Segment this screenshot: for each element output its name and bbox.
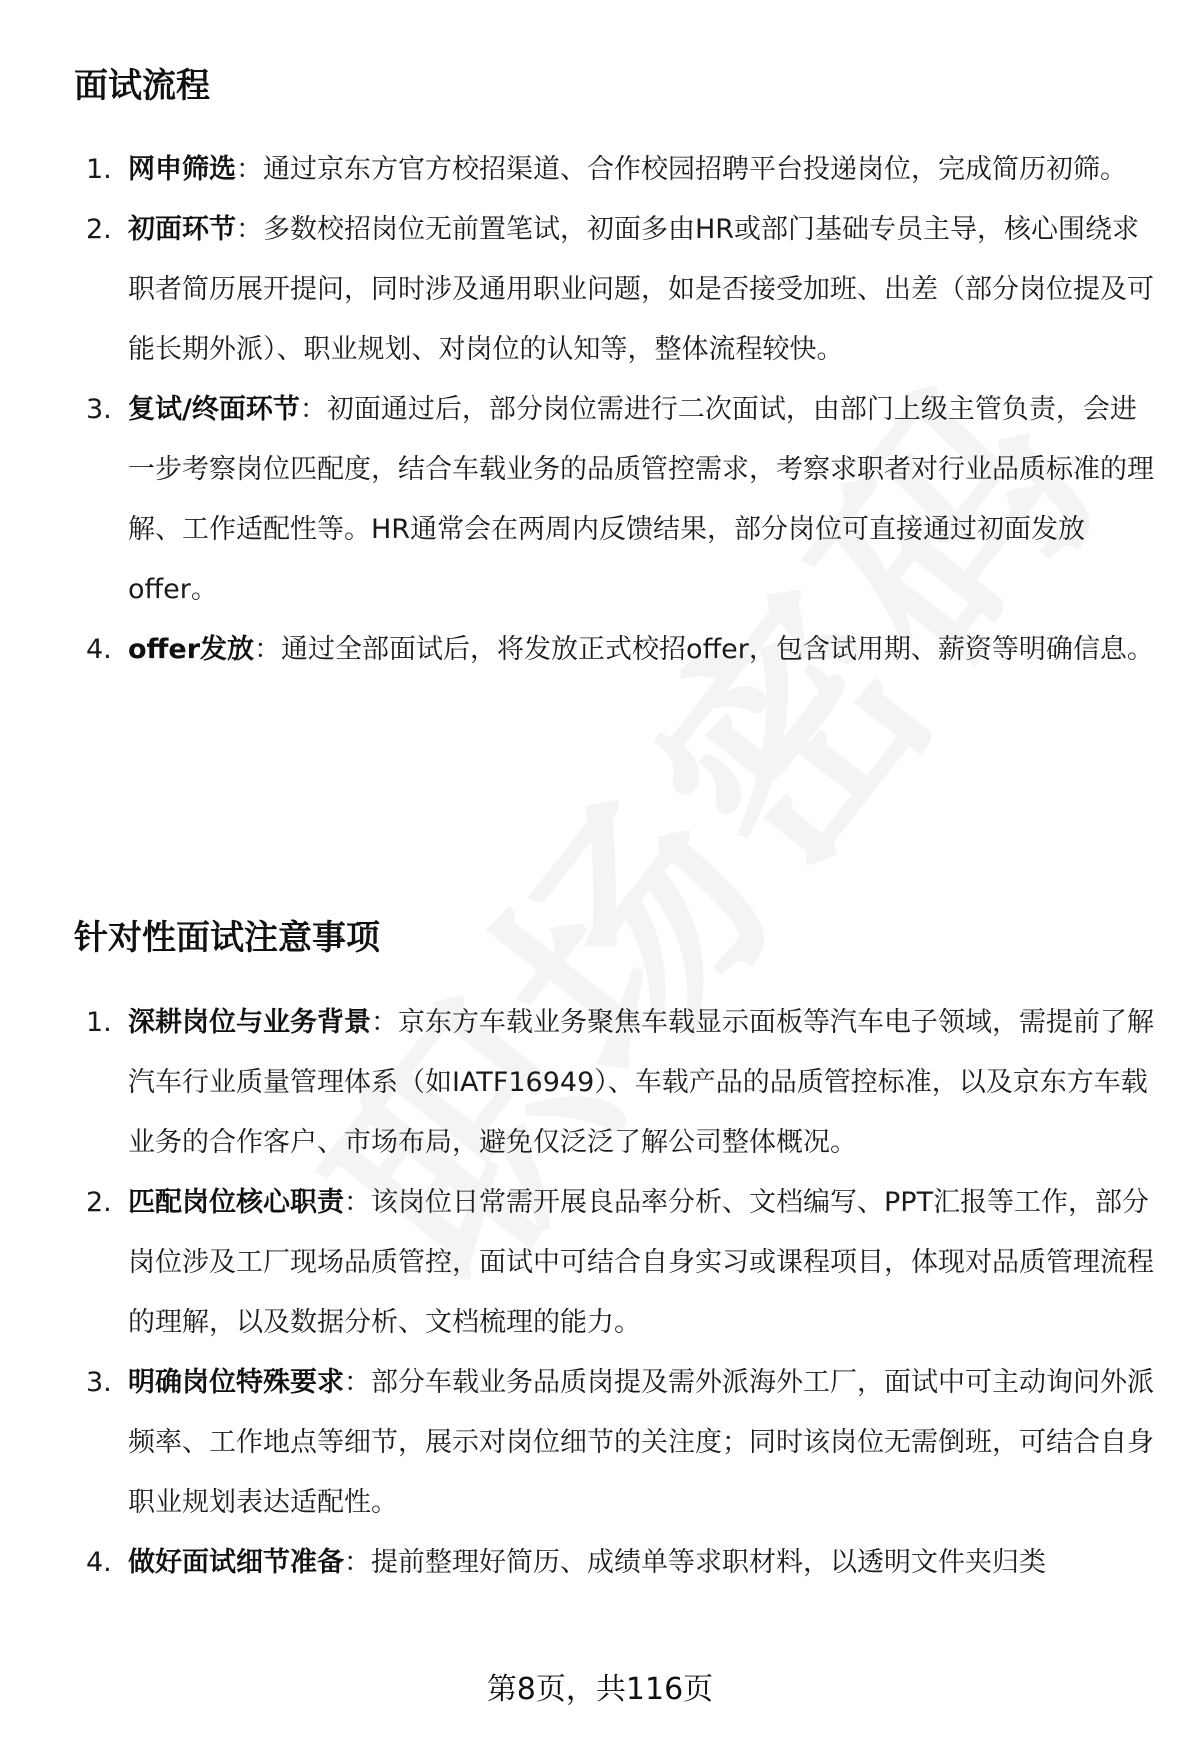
list-item-text (128, 200, 1158, 380)
list-item-body: ：多数校招岗位无前置笔试，初面多由HR或部门基础专员主导，核心围绕求职者简历展开提问，同时涉及通用职业问题，如是否接受加班、出差（部分岗位提及可能长期外派）、职业规划、对岗位的认知等，整体流程较快。 (128, 214, 1154, 365)
list-item-number: 1. (86, 1007, 112, 1038)
list-item-number: 2. (86, 1187, 112, 1218)
list-item-label: 做好面试细节准备 (128, 1547, 344, 1578)
page-number-footer: 第8页，共116页 (486, 1672, 714, 1707)
list-item-text (128, 1173, 1158, 1353)
list-item-body: ：提前整理好简历、成绩单等求职材料，以透明文件夹归类 (344, 1547, 1046, 1578)
list-item-label: offer发放 (128, 634, 255, 665)
list-item-body: ：初面通过后，部分岗位需进行二次面试，由部门上级主管负责，会进一步考察岗位匹配度，结合车载业务的品质管控需求，考察求职者对行业品质标准的理解、工作适配性等。HR通常会在两周内反馈结果，部分岗位可直接通过初面发放offer。 (128, 394, 1154, 605)
list-item (0, 1173, 1200, 1353)
list-item-body: ：部分车载业务品质岗提及需外派海外工厂，面试中可主动询问外派频率、工作地点等细节，展示对岗位细节的关注度；同时该岗位无需倒班，可结合自身职业规划表达适配性。 (128, 1367, 1154, 1518)
interview-notes-list (0, 993, 1200, 1593)
list-item-number: 3. (86, 394, 112, 425)
section-title-interview-process: 面试流程 (74, 66, 210, 106)
list-item-label: 深耕岗位与业务背景 (128, 1007, 371, 1038)
list-item (0, 620, 1200, 680)
list-item-text (128, 1533, 1158, 1593)
list-item-body: ：京东方车载业务聚焦车载显示面板等汽车电子领域，需提前了解汽车行业质量管理体系（如IATF16949）、车载产品的品质管控标准，以及京东方车载业务的合作客户、市场布局，避免仅泛泛了解公司整体概况。 (128, 1007, 1154, 1158)
list-item (0, 1533, 1200, 1593)
section-title-interview-notes: 针对性面试注意事项 (74, 918, 380, 958)
interview-process-list (0, 140, 1200, 680)
list-item-text (128, 620, 1158, 680)
list-item (0, 200, 1200, 380)
list-item (0, 993, 1200, 1173)
list-item-number: 4. (86, 634, 112, 665)
list-item (0, 1353, 1200, 1533)
list-item-label: 网申筛选 (128, 154, 236, 185)
list-item (0, 140, 1200, 200)
list-item-number: 3. (86, 1367, 112, 1398)
list-item-label: 明确岗位特殊要求 (128, 1367, 344, 1398)
list-item-label: 初面环节 (128, 214, 236, 245)
list-item-text (128, 1353, 1158, 1533)
list-item-body: ：通过京东方官方校招渠道、合作校园招聘平台投递岗位，完成简历初筛。 (236, 154, 1127, 185)
list-item-number: 2. (86, 214, 112, 245)
list-item-text (128, 380, 1158, 620)
list-item-body: ：通过全部面试后，将发放正式校招offer，包含试用期、薪资等明确信息。 (254, 634, 1154, 665)
list-item-label: 匹配岗位核心职责 (128, 1187, 344, 1218)
list-item-label: 复试/终面环节 (128, 394, 300, 425)
list-item-text (128, 140, 1158, 200)
list-item-text (128, 993, 1158, 1173)
list-item (0, 380, 1200, 620)
list-item-body: ：该岗位日常需开展良品率分析、文档编写、PPT汇报等工作，部分岗位涉及工厂现场品质管控，面试中可结合自身实习或课程项目，体现对品质管理流程的理解，以及数据分析、文档梳理的能力。 (128, 1187, 1154, 1338)
list-item-number: 1. (86, 154, 112, 185)
list-item-number: 4. (86, 1547, 112, 1578)
